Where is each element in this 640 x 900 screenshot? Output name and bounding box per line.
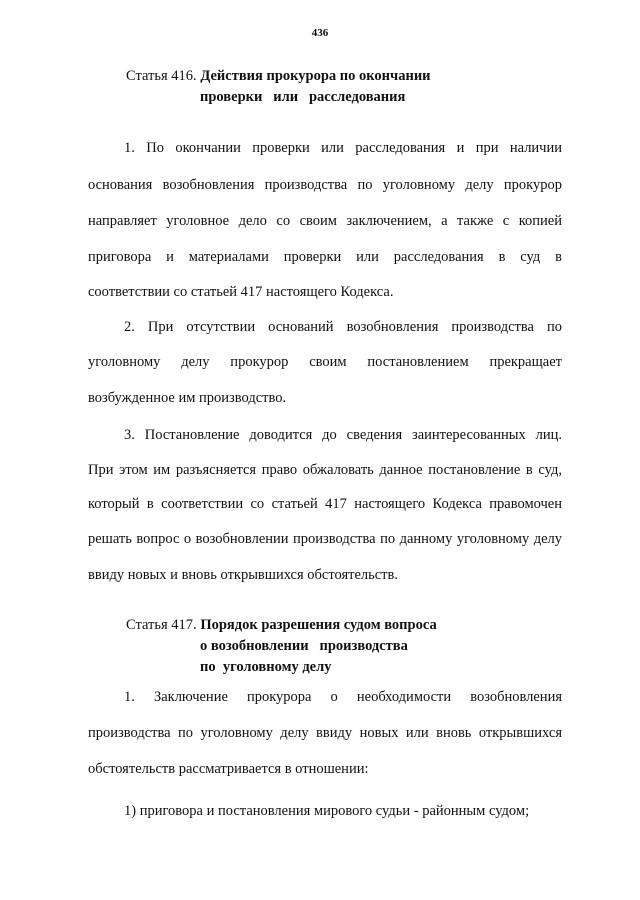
- article-417-title-line1: Порядок разрешения судом вопроса: [200, 617, 437, 633]
- text-line: соответствии со статьей 417 настоящего Кодекса.: [88, 284, 394, 300]
- text-line: который в соответствии со статьей 417 настоящего Кодекса правомочен: [88, 496, 562, 512]
- text-line: производства по уголовному делу ввиду новых или вновь открывшихся: [88, 725, 562, 741]
- text-line: решать вопрос о возобновлении производства по данному уголовному делу: [88, 531, 562, 547]
- article-417-title-line3: по уголовному делу: [200, 659, 332, 675]
- article-417-heading: [126, 615, 437, 678]
- text-line: приговора и материалами проверки или расследования в суд в: [88, 249, 562, 265]
- text-line: обстоятельств рассматривается в отношении:: [88, 761, 369, 777]
- text-line: уголовному делу прокурор своим постановлением прекращает: [88, 354, 562, 370]
- article-416-label: Статья 416.: [126, 68, 197, 84]
- article-417-title-line2: о возобновлении производства: [200, 638, 408, 654]
- article-416-heading: [126, 66, 431, 108]
- text-line: направляет уголовное дело со своим заключением, а также с копией: [88, 213, 562, 229]
- text-line: основания возобновления производства по уголовному делу прокурор: [88, 177, 562, 193]
- text-line: возбужденное им производство.: [88, 390, 287, 406]
- text-line: ввиду новых и вновь открывшихся обстоятельств.: [88, 567, 398, 583]
- article-416-title-line2: проверки или расследования: [200, 89, 406, 105]
- article-416-title-line1: Действия прокурора по окончании: [200, 68, 431, 84]
- text-line: 1. Заключение прокурора о необходимости возобновления: [124, 689, 562, 705]
- text-line: 3. Постановление доводится до сведения заинтересованных лиц.: [124, 427, 562, 443]
- page-number: 436: [311, 27, 329, 39]
- article-417-label: Статья 417.: [126, 617, 197, 633]
- text-line: 1) приговора и постановления мирового судьи - районным судом;: [124, 803, 530, 819]
- text-line: При этом им разъясняется право обжаловать данное постановление в суд,: [88, 462, 562, 478]
- text-line: 2. При отсутствии оснований возобновления производства по: [124, 319, 562, 335]
- text-line: 1. По окончании проверки или расследования и при наличии: [124, 140, 562, 156]
